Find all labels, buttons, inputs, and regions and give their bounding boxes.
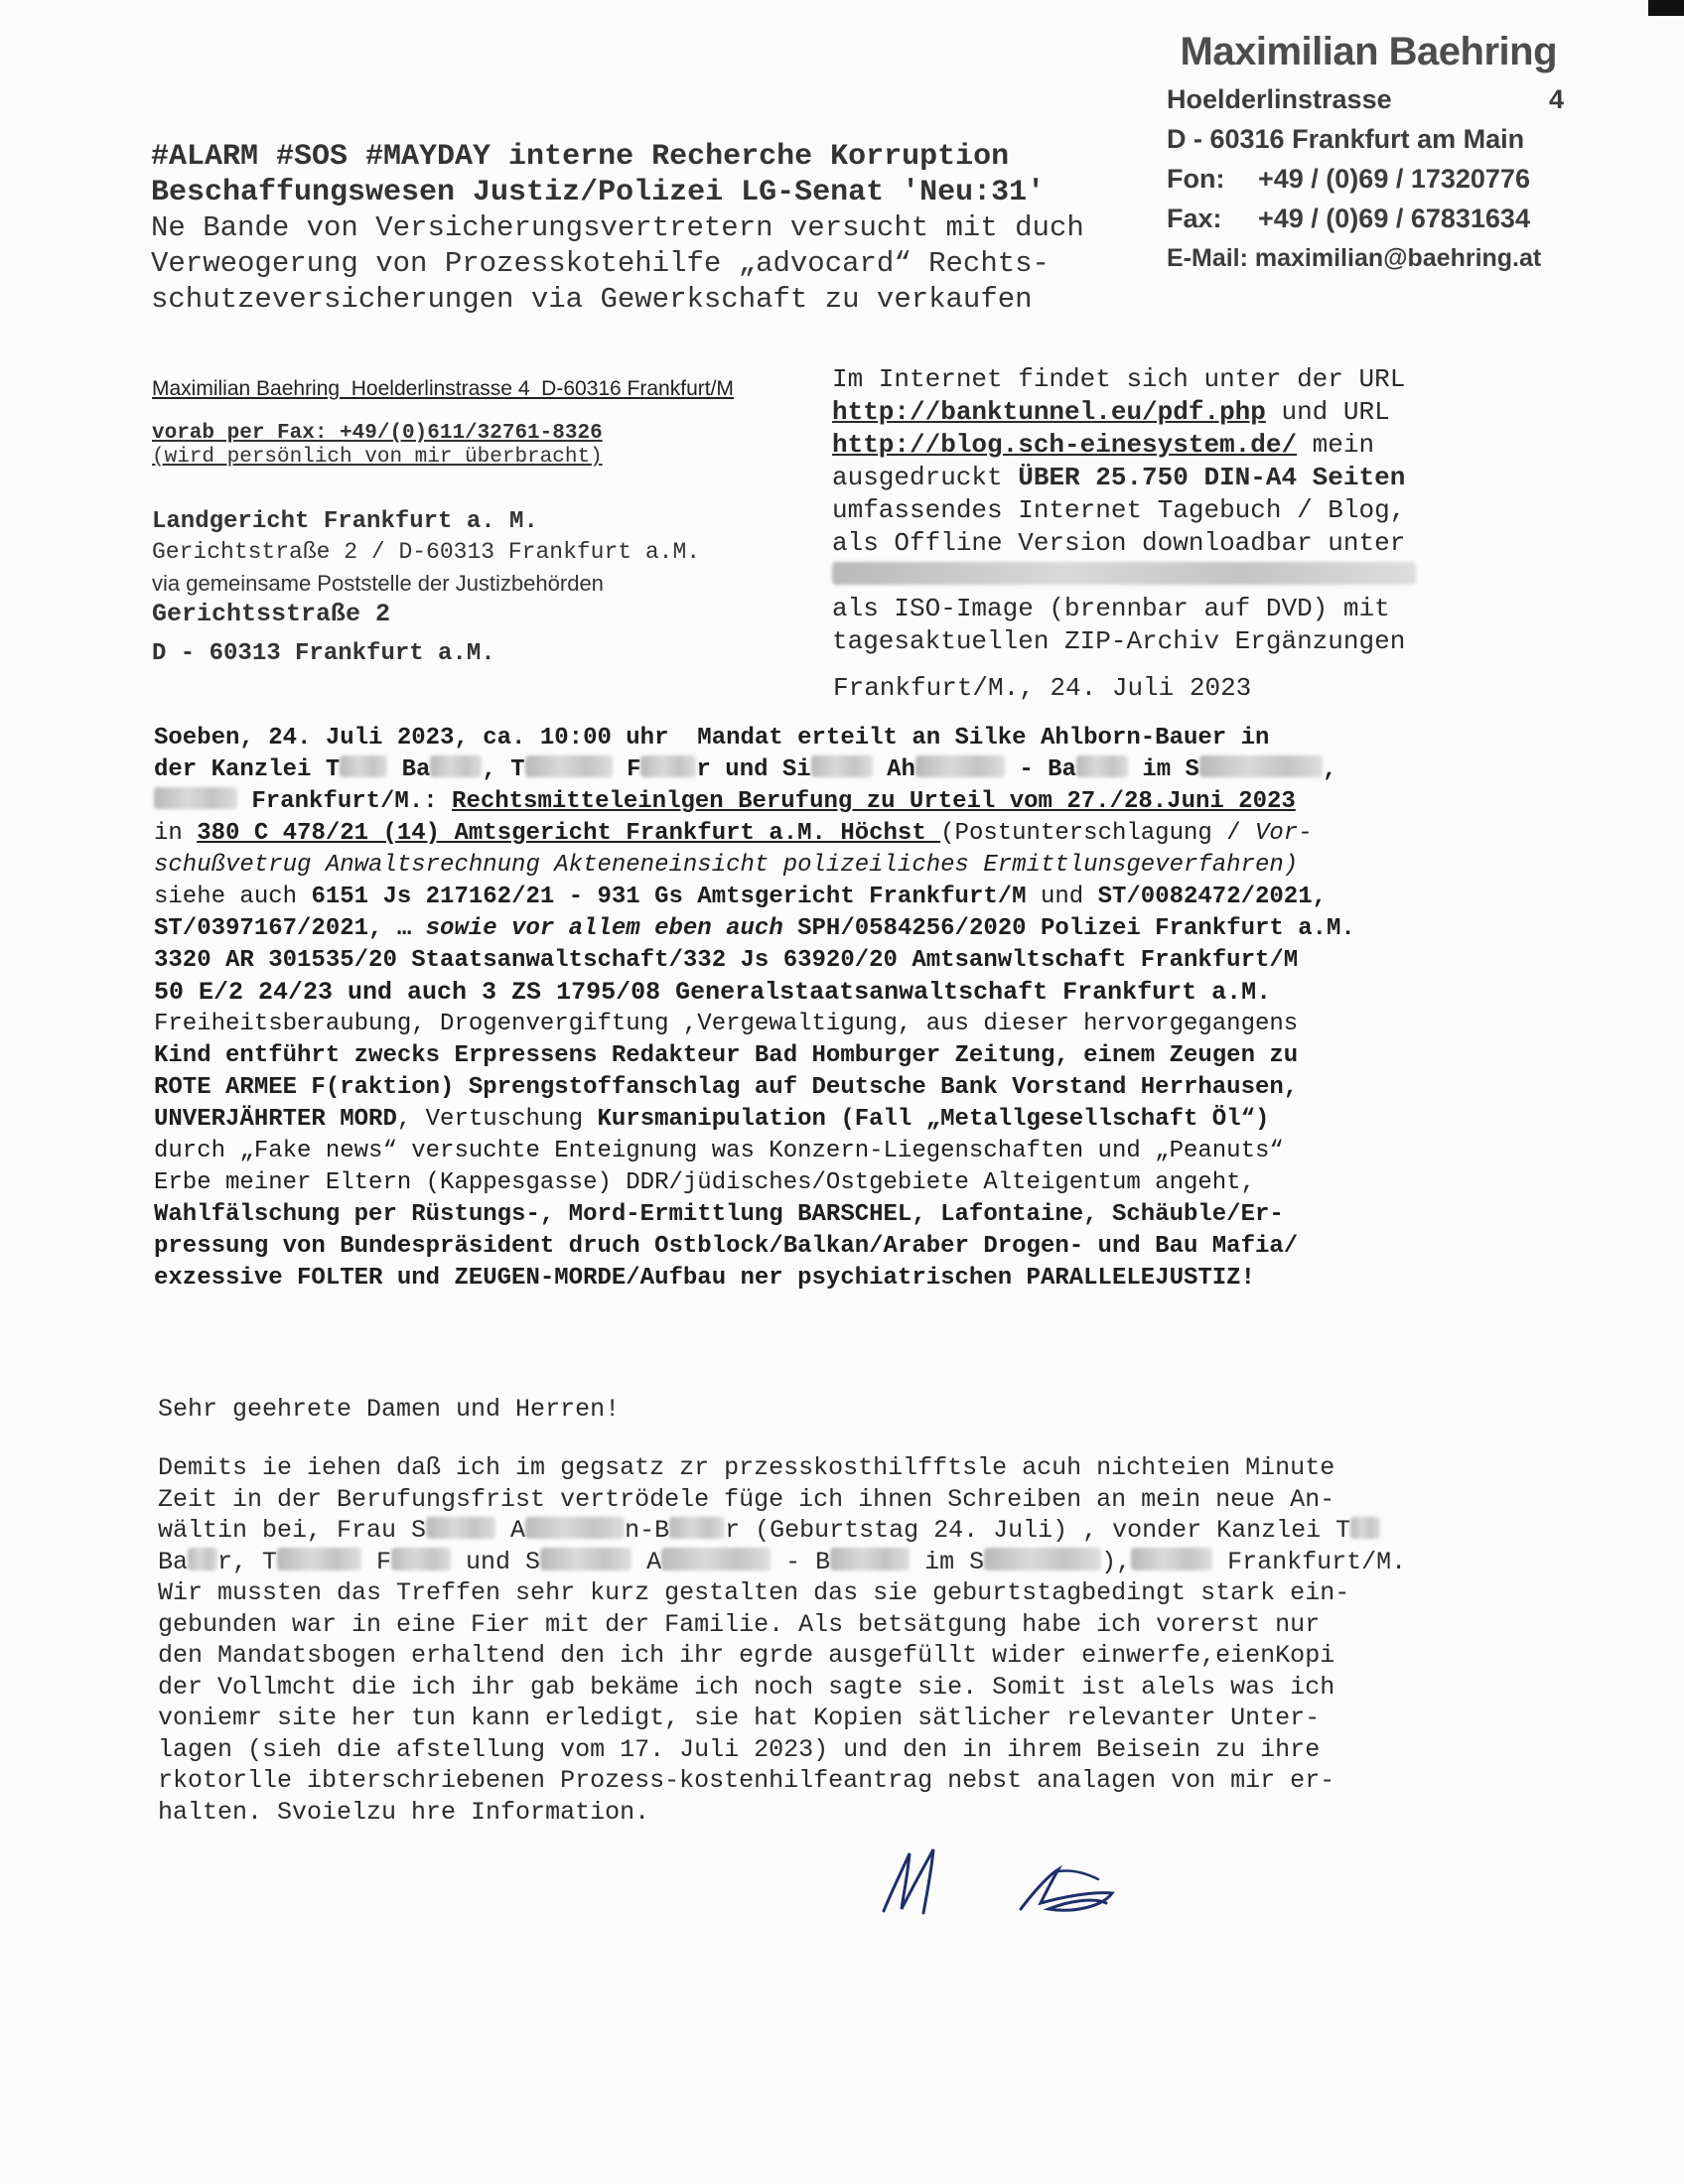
mandate-line-12: ROTE ARMEE F(raktion) Sprengstoffanschlag auf Deutsche Bank Vorstand Herrhausen, <box>154 1074 1299 1101</box>
body-line-3: wältin bei, Frau S A n-B r (Geburtstag 24. Juli) , vonder Kanzlei T <box>158 1515 1406 1547</box>
body-line-2: Zeit in der Berufungsfrist vertrödele füge ich ihnen Schreiben an mein neue An- <box>158 1484 1335 1514</box>
sender-name: Maximilian Baehring <box>1180 30 1557 73</box>
headline <box>151 139 1084 318</box>
body-line-10: lagen (sieh die afstellung vom 17. Juli 2023) und den in ihrem Beisein zu ihre <box>158 1734 1321 1764</box>
sender-phone-row <box>1167 159 1564 199</box>
headline-line-5: schutzeversicherungen via Gewerkschaft zu verkaufen <box>151 283 1033 316</box>
letter-date: Frankfurt/M., 24. Juli 2023 <box>833 673 1252 703</box>
fax-notice-line-2: (wird persönlich von mir überbracht) <box>152 446 603 469</box>
sender-fax-row <box>1167 199 1564 238</box>
salutation: Sehr geehrete Damen und Herren! <box>158 1395 621 1424</box>
recipient-via: via gemeinsame Poststelle der Justizbehörden <box>152 571 604 596</box>
mandate-line-6: siehe auch 6151 Js 217162/21 - 931 Gs Amtsgericht Frankfurt/M und ST/0082472/2021, <box>154 884 1328 910</box>
recipient-court: Landgericht Frankfurt a. M. <box>152 508 538 535</box>
headline-line-3: Ne Bande von Versicherungsvertretern versucht mit duch <box>151 211 1084 244</box>
phone-label: Fon: <box>1167 164 1225 194</box>
fax-notice-line-1: vorab per Fax: +49/(0)611/32761-8326 <box>152 422 603 445</box>
sender-street: Hoelderlinstrasse <box>1167 84 1392 114</box>
fax-notice <box>152 422 603 470</box>
internet-line-1: Im Internet findet sich unter der URL <box>832 364 1406 394</box>
internet-line-3-tail: mein <box>1297 430 1375 460</box>
body-line-9: voniemr site her tun kann erledigt, sie hat Kopien sätlicher relevanter Unter- <box>158 1704 1321 1732</box>
mandate-line-10: Freiheitsberaubung, Drogenvergiftung ,Vergewaltigung, aus dieser hervorgegangens <box>154 1011 1299 1037</box>
mandate-line-7: ST/0397167/2021, … sowie vor allem eben auch SPH/0584256/2020 Polizei Frankfurt a.M. <box>154 915 1355 942</box>
mandate-line-1: Soeben, 24. Juli 2023, ca. 10:00 uhr Mandat erteilt an Silke Ahlborn-Bauer in <box>154 725 1270 751</box>
mandate-line-18: exzessive FOLTER und ZEUGEN-MORDE/Aufbau ner psychiatrischen PARALLELEJUSTIZ! <box>154 1265 1255 1292</box>
sender-city-row <box>1167 119 1564 159</box>
mandate-line-17: pressung von Bundespräsident druch Ostblock/Balkan/Araber Drogen- und Bau Mafia/ <box>154 1233 1299 1260</box>
mandate-block <box>154 723 1494 1295</box>
handwritten-signature <box>874 1832 1172 1941</box>
recipient-city: D - 60313 Frankfurt a.M. <box>152 640 495 667</box>
internet-line-2-tail: und URL <box>1265 397 1390 427</box>
mandate-line-16: Wahlfälschung per Rüstungs-, Mord-Ermittlung BARSCHEL, Lafontaine, Schäuble/Er- <box>154 1201 1284 1228</box>
body-line-11: rkotorlle ibterschriebenen Prozess-kostenhilfeantrag nebst analagen von mir er- <box>158 1766 1335 1795</box>
fax-number: +49 / (0)69 / 67831634 <box>1258 204 1530 233</box>
mandate-line-4: in 380 C 478/21 (14) Amtsgericht Frankfurt a.M. Höchst (Postunterschlagung / Vor- <box>154 820 1313 847</box>
body-line-1: Demits ie iehen daß ich im gegsatz zr przesskosthilfftsle acuh nichteien Minute <box>158 1453 1335 1482</box>
return-address: Maximilian Baehring Hoelderlinstrasse 4 D-60316 Frankfurt/M <box>152 377 734 400</box>
recipient-street: Gerichtsstraße 2 <box>152 600 391 628</box>
mandate-line-13: UNVERJÄHRTER MORD, Vertuschung Kursmanipulation (Fall „Metallgesellschaft Öl“) <box>154 1106 1270 1133</box>
phone-number: +49 / (0)69 / 17320776 <box>1258 164 1530 194</box>
headline-line-1: #ALARM #SOS #MAYDAY interne Recherche Korruption <box>151 140 1010 174</box>
mandate-line-9: 50 E/2 24/23 und auch 3 ZS 1795/08 Generalstaatsanwaltschaft Frankfurt a.M. <box>154 978 1272 1007</box>
sender-email: E-Mail: maximilian@baehring.at <box>1167 244 1542 272</box>
mandate-line-14: durch „Fake news“ versuchte Enteignung was Konzern-Liegenschaften und „Peanuts“ <box>154 1138 1284 1164</box>
body-line-4: Ba r, T F und S A - B im S ), Frankfurt/M. <box>158 1547 1407 1576</box>
sender-contact-block <box>1167 79 1564 278</box>
body-line-8: der Vollmcht die ich ihr gab bekäme ich noch sagte sie. Somit ist alels was ich <box>158 1672 1335 1702</box>
headline-line-4: Verweogerung von Prozesskotehilfe „advocard“ Rechts- <box>151 247 1050 280</box>
body-line-5: Wir mussten das Treffen sehr kurz gestalten das sie geburtstagbedingt stark ein- <box>158 1578 1350 1607</box>
blog-url-link[interactable]: http://banktunnel.eu/pdf.php <box>832 397 1266 427</box>
internet-line-5: umfassendes Internet Tagebuch / Blog, <box>832 495 1406 525</box>
sender-house-number: 4 <box>1548 84 1564 114</box>
internet-notice <box>832 363 1416 658</box>
internet-line-6: als Offline Version downloadbar unter <box>832 528 1406 558</box>
mandate-line-8: 3320 AR 301535/20 Staatsanwaltschaft/332 Js 63920/20 Amtsanwltschaft Frankfurt/M <box>154 947 1299 974</box>
mandate-line-15: Erbe meiner Eltern (Kappesgasse) DDR/jüdisches/Ostgebiete Alteigentum angeht, <box>154 1169 1255 1196</box>
sender-street-row <box>1167 79 1564 119</box>
recipient-court-address: Gerichtstraße 2 / D-60313 Frankfurt a.M. <box>152 539 701 565</box>
mandate-line-5: schußvetrug Anwaltsrechnung Akteneneinsicht polizeiliches Ermittlunsgeverfahren) <box>154 852 1299 879</box>
internet-line-4-prefix: ausgedruckt <box>832 463 1019 492</box>
internet-line-8: als ISO-Image (brennbar auf DVD) mit <box>832 594 1390 623</box>
body-line-12: halten. Svoielzu hre Information. <box>158 1797 650 1827</box>
redacted-download-url <box>832 560 1416 593</box>
fax-label: Fax: <box>1167 204 1222 233</box>
mandate-line-3: Frankfurt/M.: Rechtsmitteleinlgen Berufung zu Urteil vom 27./28.Juni 2023 <box>154 786 1494 818</box>
scan-edge-mark <box>1648 0 1684 16</box>
body-line-7: den Mandatsbogen erhaltend den ich ihr egrde ausgefüllt wider einwerfe,eienKopi <box>158 1641 1335 1670</box>
letter-body <box>158 1452 1406 1828</box>
sender-email-row <box>1167 238 1564 278</box>
recipient-address <box>152 506 700 669</box>
internet-line-9: tagesaktuellen ZIP-Archiv Ergänzungen <box>832 626 1406 656</box>
mandate-line-2: der Kanzlei T Ba , T F r und Si Ah - Ba im S , <box>154 756 1337 783</box>
archive-url-link[interactable]: http://blog.sch-einesystem.de/ <box>832 430 1298 460</box>
page-count-highlight: ÜBER 25.750 DIN-A4 Seiten <box>1018 463 1406 492</box>
body-line-6: gebunden war in eine Fier mit der Familie. Als betsätgung habe ich vorerst nur <box>158 1609 1321 1639</box>
mandate-line-11: Kind entführt zwecks Erpressens Redakteur Bad Homburger Zeitung, einem Zeugen zu <box>154 1042 1299 1069</box>
sender-city: D - 60316 Frankfurt am Main <box>1167 124 1525 154</box>
headline-line-2: Beschaffungswesen Justiz/Polizei LG-Senat 'Neu:31' <box>151 176 1046 209</box>
